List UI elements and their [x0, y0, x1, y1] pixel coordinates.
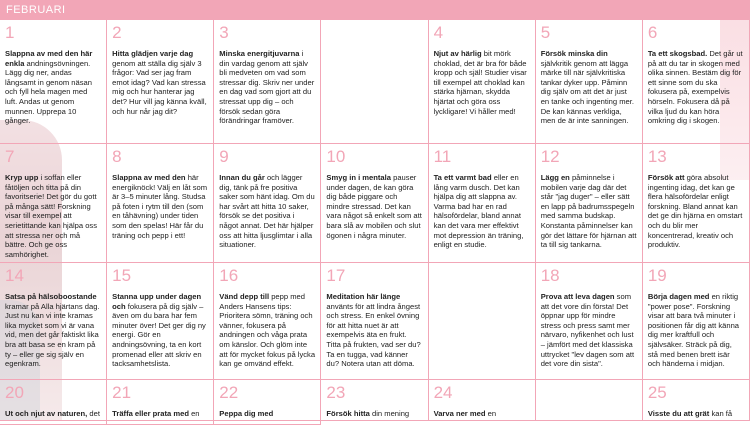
calendar-day-9 — [214, 144, 321, 263]
calendar-day-20 — [0, 380, 107, 421]
day-tip-lead: Smyg in i mentala — [326, 173, 391, 182]
calendar-day-15 — [107, 263, 214, 380]
day-number: 13 — [647, 147, 667, 166]
day-number: 20 — [5, 383, 24, 402]
day-tip — [648, 292, 744, 369]
day-number: 10 — [326, 147, 346, 166]
day-tip-body: andningsövningen. Lägg dig ner, andas långsamt in genom näsan och fyll hela magen med luft. Andas ut genom munnen. Upprepa 10 gånger. — [5, 58, 92, 126]
calendar-day-12 — [536, 144, 643, 263]
calendar-day-14 — [0, 263, 107, 380]
day-tip-lead: Träffa eller prata med — [112, 409, 189, 418]
day-number: 21 — [112, 383, 132, 402]
day-tip-lead: Lägg en — [540, 173, 570, 182]
day-tip — [5, 49, 101, 126]
day-number: 5 — [540, 23, 551, 42]
day-tip-body: Det går ut på att du tar in skogen med olika sinnen. Bestäm dig för ett sinne som du ska fokusera på, exempelvis hörseln. Fokusera då på vilka ljud du kan höra omkring dig i skogen. — [647, 49, 743, 126]
day-tip-body: fokusera på dig själv – även om du bara har fem minuter över! Det ger dig ny energi. Gör en andningsövning, ta en kort promenad eller att skriv en tacksamhetslista. — [112, 301, 206, 369]
day-number: 11 — [433, 147, 452, 166]
calendar-spacer — [321, 20, 428, 144]
day-tip-lead: Försök hitta — [326, 409, 370, 418]
day-number: 1 — [5, 23, 15, 42]
day-tip-lead: Ta ett skogsbad. — [647, 49, 708, 58]
day-tip-lead: Slappna av med den här enkla — [5, 49, 93, 68]
day-number: 22 — [219, 383, 239, 402]
day-tip-lead: Kryp upp — [5, 173, 39, 182]
day-tip-lead: Ut och njut av naturen, — [5, 409, 88, 418]
day-number: 3 — [219, 23, 229, 42]
calendar-day-10 — [321, 144, 428, 263]
day-number: 17 — [326, 266, 346, 285]
day-tip-lead: Prova att leva dagen — [540, 292, 615, 301]
calendar-day-22 — [214, 380, 321, 421]
calendar-day-24 — [429, 380, 536, 421]
day-tip-body: här energiknöck! Välj en låt som är 3–5 minuter lång. Studsa på foten i rytm till den (som en tåhävning) under tiden som den spelas! Här får du träning och pepp i ett! — [112, 173, 208, 240]
day-tip — [541, 49, 637, 126]
day-tip-lead: Börja dagen med — [647, 292, 710, 301]
day-tip-body: i soffan eller fåtöljen och titta på din favoritserie! Det gör du gott på många sätt! Forskning visar till exempel att serietittande kan hjälpa oss att stressa ner och må bättre. Och ge oss samhörighet. — [5, 173, 98, 259]
day-tip-body: din mening — [369, 409, 410, 418]
day-tip-lead: Försök att — [647, 173, 685, 182]
day-tip-body: kan få — [709, 409, 733, 418]
day-tip — [541, 292, 637, 369]
day-number: 23 — [326, 383, 346, 402]
day-number: 16 — [219, 266, 239, 285]
calendar-day-2 — [107, 20, 214, 144]
day-number: 6 — [647, 23, 658, 42]
day-tip-body: en riktig "power pose". Forskning visar att bara två minuter i positionen får dig att känna dig mer kraftfull och självsäker. Sträck på dig, stå med benen brett isär och händerna i midjan. — [647, 292, 740, 369]
day-tip — [5, 292, 101, 369]
calendar-day-25 — [643, 380, 750, 421]
day-tip-body: självkritik genom att lägga märke till när självkritiska tankar dyker upp. Påminn dig själv om att det är just en tanke och ingenting mer. De kan kännas verkliga, men de är inte sanningen. — [540, 58, 635, 126]
day-tip-lead: Meditation här länge — [326, 292, 401, 301]
calendar-day-6 — [643, 20, 750, 144]
day-tip — [219, 409, 315, 421]
day-tip — [112, 292, 208, 369]
day-tip-lead: Visste du att grät — [647, 409, 710, 418]
day-number: 9 — [219, 147, 229, 166]
calendar-day-26 — [0, 421, 107, 425]
day-tip-lead: Peppa dig med — [219, 409, 274, 418]
calendar-day-16 — [214, 263, 321, 380]
day-tip-body: i din vardag genom att själv bli medveten om vad som stressar dig. Skriv ner under en dag vad som gjort att du stressat upp dig – och försök sedan göra förändringar framöver. — [219, 49, 315, 126]
day-number: 12 — [540, 147, 560, 166]
day-tip-body: som att det vore din första! Det öppnar upp för mindre stress och press samt mer närvaro, nyfikenhet och lust – jämfört med det klassiska uttrycket "lev dagen som att det vore din sista". — [540, 292, 635, 369]
day-tip-lead: Minska energitjuvarna — [219, 49, 300, 58]
day-tip-body: en — [487, 409, 497, 418]
day-tip-body: kramar på Alla hjärtans dag. Just nu kan vi inte kramas lika mycket som vi är vana vid, men det går faktiskt lika bra att basa se en kram på ty – eller ge sig själv en egenkram. — [5, 301, 100, 369]
calendar-day-3 — [214, 20, 321, 144]
calendar-day-8 — [107, 144, 214, 263]
day-tip-body: det — [89, 409, 100, 418]
month-title: FEBRUARI — [6, 4, 66, 16]
calendar-day-18 — [536, 263, 643, 380]
day-tip — [112, 409, 208, 421]
day-tip — [434, 49, 530, 116]
calendar-day-1 — [0, 20, 107, 144]
day-tip — [326, 409, 422, 419]
day-tip — [648, 173, 744, 250]
day-number: 25 — [647, 383, 667, 402]
calendar-day-17 — [321, 263, 428, 380]
day-tip — [5, 409, 101, 421]
day-tip-body: pepp med Anders Hansens tips: Prioritera sömn, träning och vänner, fokusera på andningen och våga prata om känslor. Och glöm inte att för mycket fokus på lycka kan ge omvänd effekt. — [219, 292, 316, 369]
day-tip — [326, 292, 422, 369]
day-number: 2 — [112, 23, 122, 42]
day-tip — [219, 49, 315, 126]
day-tip — [219, 292, 315, 369]
day-tip — [648, 49, 744, 126]
calendar-grid — [0, 20, 750, 421]
day-tip-lead: Försök minska din — [540, 49, 608, 58]
day-tip — [219, 173, 315, 250]
calendar-day-19 — [643, 263, 750, 380]
day-tip — [648, 409, 744, 419]
day-tip-lead: Satsa på hälsoboostande — [5, 292, 97, 301]
day-tip-body: påminnelse i mobilen varje dag där det står "jag duger" – eller sätt en lapp på badrumsspegeln med samma budskap. Konstanta påminnelser kan gör det lättare för hjärnan att ta till sig tankarna. — [540, 173, 637, 250]
day-tip — [434, 409, 530, 421]
day-tip-lead: Njut av härlig — [433, 49, 482, 58]
day-tip — [434, 173, 530, 250]
calendar-day-21 — [107, 380, 214, 421]
day-tip-lead: Vänd depp till — [219, 292, 270, 301]
day-tip-lead: Stanna upp under dagen och — [112, 292, 202, 311]
day-tip-body: och lägger dig, tänk på fre positiva saker som hänt idag. Om du har svårt att hitta 10 saker, försök se det positiva i något annat. Det här hjälper oss att hitta ljusglimtar i alla situationer. — [219, 173, 315, 250]
day-tip-lead: Hitta glädjen varje dag — [112, 49, 194, 58]
day-number: 24 — [433, 383, 453, 402]
day-tip — [5, 173, 101, 259]
day-number: 18 — [540, 266, 560, 285]
day-tip-body: bit mörk choklad, det är bra för både kropp och själ! Studier visar till exempel att choklad kan stärka hjärnan, skydda hjärtat och göra oss lyckligare! Vi håller med! — [433, 49, 527, 116]
day-tip-lead: Varva ner med — [433, 409, 486, 418]
calendar-day-5 — [536, 20, 643, 144]
day-tip-body: en — [191, 409, 200, 418]
day-number: 8 — [112, 147, 122, 166]
day-tip — [112, 173, 208, 240]
day-tip-body: använts för att lindra ångest och stress. En enkel övning för att hitta nuet är att exempelvis äta en frukt. Titta på frukten, vad ser du? Ta en tugga, vad känner du? Notera utan att döma. — [326, 301, 421, 369]
calendar-day-7 — [0, 144, 107, 263]
calendar-day-11 — [429, 144, 536, 263]
day-tip-lead: Innan du går — [219, 173, 265, 182]
day-number: 4 — [433, 23, 444, 42]
day-tip-body: eller en lång varm dusch. Det kan hjälpa dig att slappna av. Varma bad har en rad hälsofördelar, bland annat kan det vara mer effektivt mot depression än träning, enligt en studie. — [433, 173, 524, 250]
day-number: 15 — [112, 266, 132, 285]
calendar-spacer — [429, 263, 536, 380]
day-tip-body: pauser under dagen, de kan göra dig både piggare och mindre stressad. Det kan vara något så enkelt som att bara slå av mobilen och slut ögonen i några minuter. — [326, 173, 422, 240]
day-tip-body: göra absolut ingenting idag, det kan ge flera hälsofördelar enligt forskning. Bland annat kan det ge din hjärna en omstart och du blir mer koncentrerad, kreativ och produktiv. — [647, 173, 743, 250]
month-header — [0, 0, 750, 20]
day-tip — [326, 173, 422, 240]
calendar-spacer — [536, 380, 643, 421]
day-tip — [112, 49, 208, 116]
calendar-day-27 — [107, 421, 214, 425]
day-number: 19 — [647, 266, 667, 285]
day-tip — [541, 173, 637, 250]
day-number: 14 — [5, 266, 24, 285]
calendar-day-13 — [643, 144, 750, 263]
calendar-day-28 — [214, 421, 321, 425]
day-tip-body: genom att ställa dig själv 3 frågor: Vad ser jag fram emot idag? Vad kan stressa mig och hur hanterar jag det? Hur vill jag känna kväll, och hur når jag dit? — [112, 58, 207, 116]
calendar-day-4 — [429, 20, 536, 144]
day-number: 7 — [5, 147, 15, 166]
day-tip-lead: Slappna av med den — [112, 173, 186, 182]
calendar-day-23 — [321, 380, 428, 421]
day-tip-lead: Ta ett varmt bad — [433, 173, 492, 182]
